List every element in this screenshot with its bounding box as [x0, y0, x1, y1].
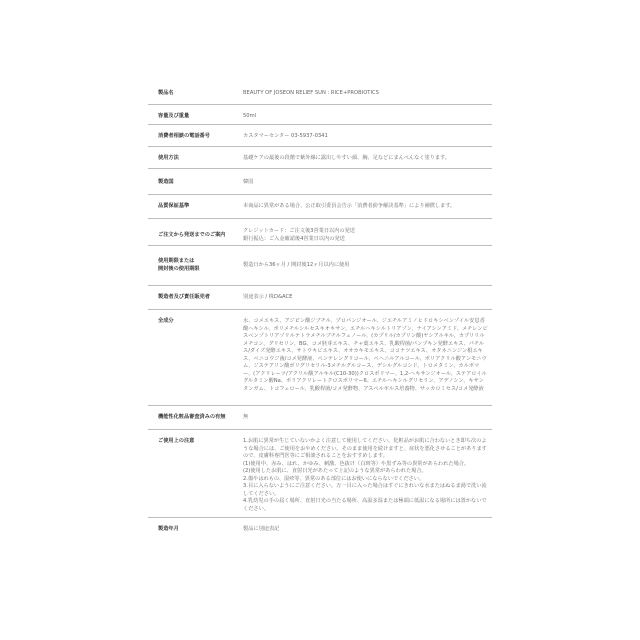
value-volume: 50ml [243, 113, 257, 119]
value-expiry: 製造日から36ヶ月 / 開封後12ヶ月以内に使用 [243, 262, 350, 268]
label-product-name: 製品名 [158, 90, 174, 96]
row-phone [148, 125, 492, 147]
value-manufacture-date: 製品に別途表記 [243, 526, 280, 532]
value-ingredients: 水、コメエキス、アジピン酸ジブチル、プロパンジオール、ジエチルアミノヒドロキシベンゾイル安息香酸ヘキシル、ポリメチルシルセスキオキサン、エチルヘキシルトリアゾン、ナイアシンアミド、メチレンビスベンゾトリアゾリルテトラメチルブチルフェノール、(カプリル/カプリン酸)ヤシアルキル、カプリリルメチコン、グリセリン、BG、コメ胚芽エキス、チャ葉エキス、乳酸桿菌/パンプキン発酵エキス、パチルス/ダイズ発酵エキス、サトウキビエキス、オオカキモエキス、ココナツエキス、オタネニンジン根エキス、ベニコウジ菌/コメ発酵液、ペンテレングリコール、ベヘニルアルコール、ポリアクリル酸アンモニウム、ジステアリン酸ポリグリセリル-3メチルグルコース、デシルグルコシド、トロメタミン、カルボマー、(アクリレーツ/アクリル酸アルキル(C10-30))クロスポリマー、1,2-ヘキサンジオール、ステアロイルグルタミン酸Na、ポリアクリレートクロスポリマー6、エチルヘキシルグリセリン、アデノシン、キサンタンガム、トコフェロール、乳酸桿菌/コメ発酵物、アスペルギルス培養物、サッカロミセス/コメ発酵液 [243, 318, 488, 392]
row-country [148, 169, 492, 195]
label-manufacture-date: 製造年月 [158, 526, 179, 532]
value-shipping: クレジットカード：ご注文後3営業日以内の発送 銀行振込：ご入金確認後4営業日以内の発送 [243, 228, 355, 242]
row-precautions [148, 430, 492, 518]
label-phone: 消費者相談の電話番号 [158, 133, 210, 139]
label-shipping: ご注文から発送までのご案内 [158, 232, 226, 238]
label-volume: 容量及び重量 [158, 113, 190, 119]
row-manufacturer [148, 286, 492, 310]
label-expiry: 使用期限または 開封後の使用期限 [158, 258, 200, 272]
row-product-name [148, 82, 492, 105]
row-volume [148, 105, 492, 125]
row-ingredients [148, 310, 492, 406]
label-usage: 使用方法 [158, 155, 179, 161]
value-manufacturer: 別途表示 / 株D&ACE [243, 294, 293, 300]
product-info-table [148, 82, 492, 540]
value-quality: 本商品に異常がある場合、公正取引委員会告示「消費者紛争解決基準」により補償します。 [243, 203, 456, 209]
label-manufacturer: 製造者及び責任販売者 [158, 294, 210, 300]
row-quality [148, 195, 492, 219]
row-usage [148, 147, 492, 169]
row-expiry [148, 246, 492, 286]
label-ingredients: 全成分 [158, 318, 174, 324]
value-precautions: 1.お肌に異常が生じていないかよく注意して使用してください。化粧品がお肌に合わないとき即ち次のような場合には、ご使用をおやめください。そのまま使用を続けますと、症状を悪化させることがありますので、皮膚科専門医等にご相談されることをおすすめします。 (1)使用中、赤み、はれ、かゆみ、刺激、色抜け（白斑等）や黒ずみ等の異常があらわれた場合。 (2)使用したお肌に、直射日光があたって上記のような異常があらわれた場合。 2.傷やはれもの、湿疹等、異常のある部位にはお使いにならないでください。 3.目に入らないようにご注意ください。万一目に入った場合はすぐにきれいな水またはぬるま湯で洗い流してください。 4.乳幼児の手の届く場所、直射日光の当たる場所、高温多湿または極端に低温になる場所には置かないでください。 [243, 438, 487, 512]
label-quality: 品質保証基準 [158, 203, 190, 209]
row-manufacture-date [148, 518, 492, 540]
label-country: 製造国 [158, 179, 174, 185]
value-functional: 無 [243, 414, 249, 420]
value-country: 韓国 [243, 179, 254, 185]
label-functional: 機能性化粧品審査済みの有無 [158, 414, 226, 420]
row-functional [148, 406, 492, 430]
value-product-name: BEAUTY OF JOSEON RELIEF SUN : RICE+PROBIOTICS [243, 90, 379, 96]
row-shipping [148, 219, 492, 246]
value-phone: カスタマーセンター 03-5937-0341 [243, 133, 328, 139]
value-usage: 基礎ケアの最後の段階で紫外線に露出しやすい顔、胸、足などにまんべんなく塗ります。 [243, 155, 450, 161]
label-precautions: ご使用上の注意 [158, 438, 195, 444]
